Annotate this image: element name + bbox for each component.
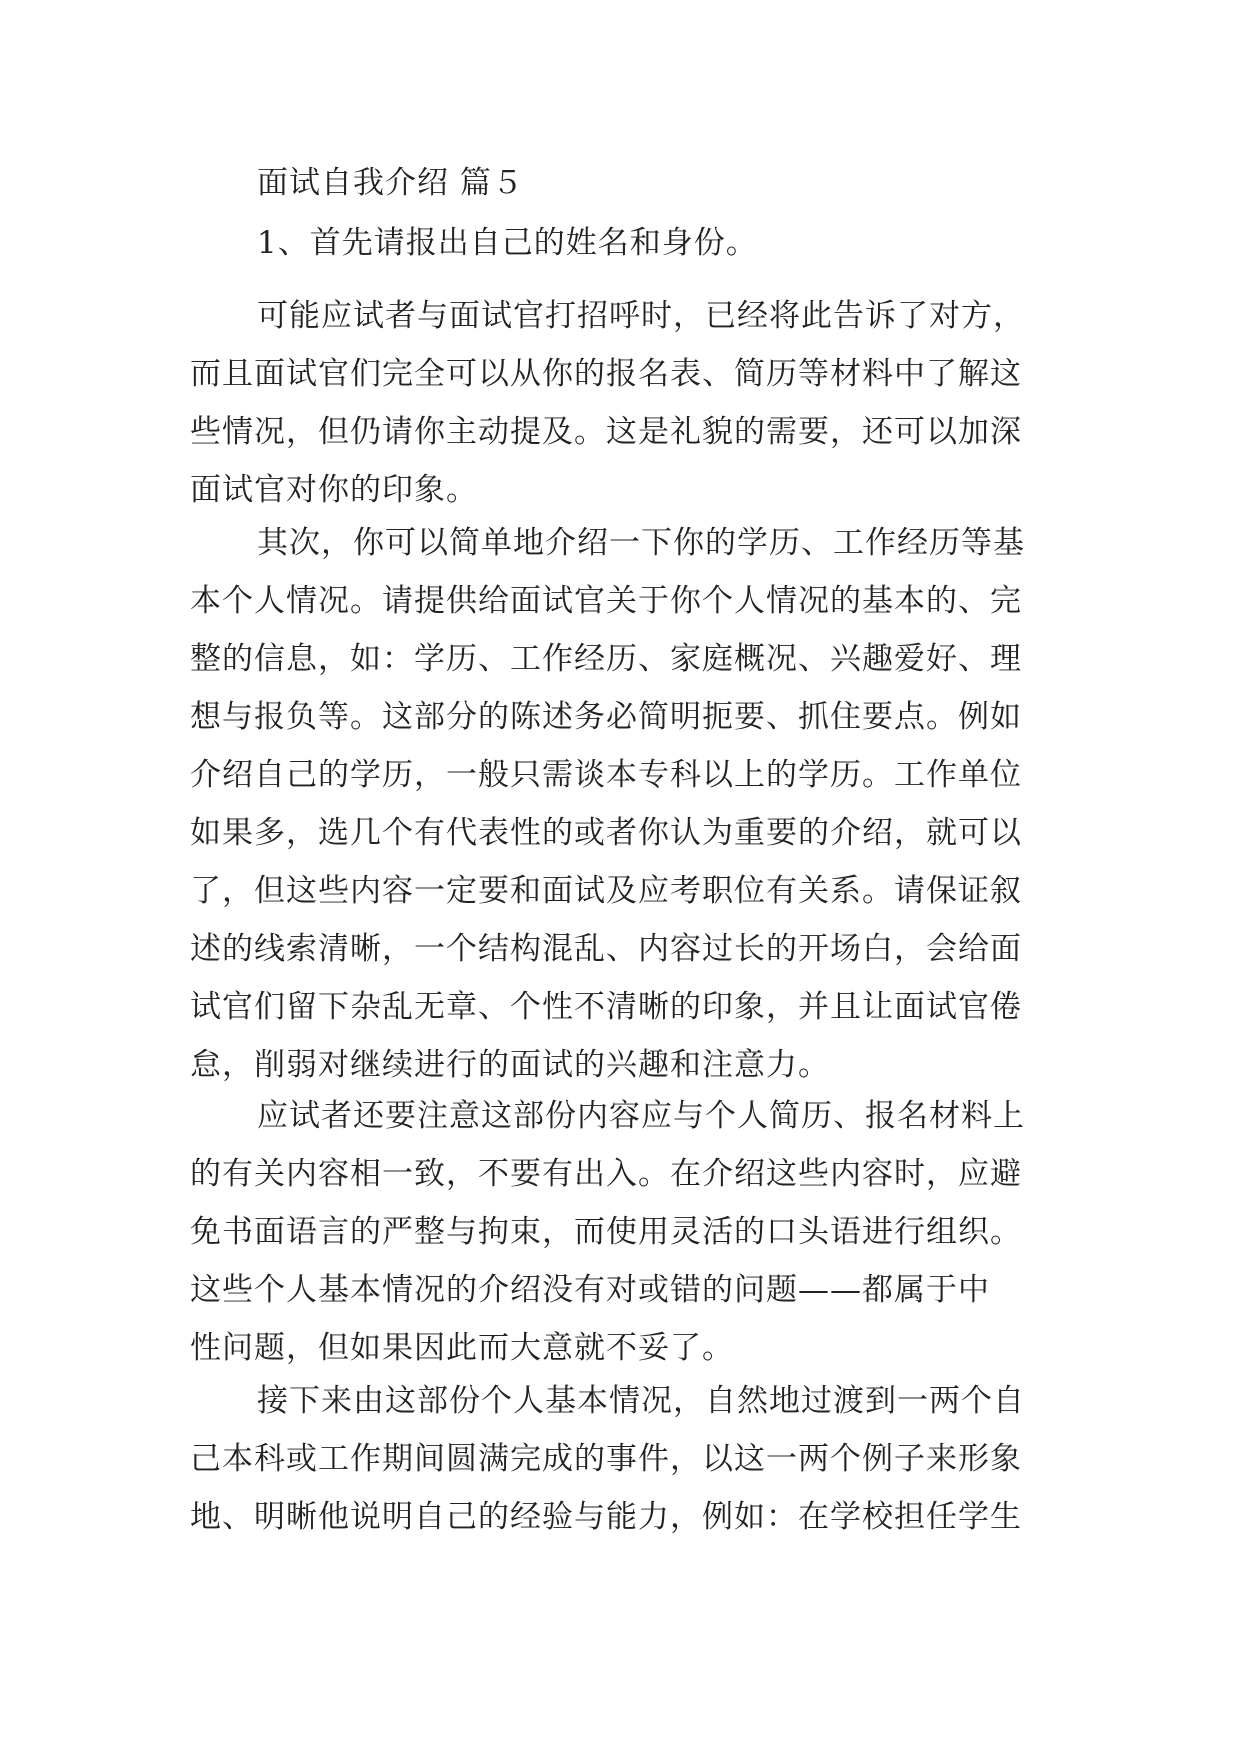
- paragraph-line: 接下来由这部份个人基本情况，自然地过渡到一两个自: [257, 1383, 1025, 1419]
- paragraph-line: 的有关内容相一致，不要有出入。在介绍这些内容时，应避: [190, 1156, 1022, 1192]
- paragraph-3: [190, 1087, 1070, 1377]
- section-heading: 面试自我介绍 篇５: [257, 165, 524, 201]
- paragraph-line: 应试者还要注意这部份内容应与个人简历、报名材料上: [257, 1098, 1025, 1134]
- paragraph-line: 些情况，但仍请你主动提及。这是礼貌的需要，还可以加深: [190, 414, 1022, 450]
- paragraph-line: 介绍自己的学历，一般只需谈本专科以上的学历。工作单位: [190, 757, 1022, 793]
- paragraph-line: 面试官对你的印象。: [190, 472, 478, 508]
- paragraph-line: 其次，你可以简单地介绍一下你的学历、工作经历等基: [257, 525, 1025, 561]
- paragraph-line: 性问题，但如果因此而大意就不妥了。: [190, 1330, 734, 1366]
- paragraph-line: 免书面语言的严整与拘束，而使用灵活的口头语进行组织。: [190, 1214, 1022, 1250]
- paragraph-2: [190, 514, 1070, 1094]
- paragraph-line: 试官们留下杂乱无章、个性不清晰的印象，并且让面试官倦: [190, 989, 1022, 1025]
- paragraph-line: 怠，削弱对继续进行的面试的兴趣和注意力。: [190, 1047, 830, 1083]
- paragraph-line: 想与报负等。这部分的陈述务必简明扼要、抓住要点。例如: [190, 699, 1022, 735]
- paragraph-line: 整的信息，如：学历、工作经历、家庭概况、兴趣爱好、理: [190, 641, 1022, 677]
- paragraph-line: 可能应试者与面试官打招呼时，已经将此告诉了对方，: [257, 298, 1025, 334]
- paragraph-line: 本个人情况。请提供给面试官关于你个人情况的基本的、完: [190, 583, 1022, 619]
- paragraph-line: 述的线索清晰，一个结构混乱、内容过长的开场白，会给面: [190, 931, 1022, 967]
- paragraph-line: 己本科或工作期间圆满完成的事件，以这一两个例子来形象: [190, 1441, 1022, 1477]
- paragraph-line: 地、明晰他说明自己的经验与能力，例如：在学校担任学生: [190, 1499, 1022, 1535]
- paragraph-line: 这些个人基本情况的介绍没有对或错的问题——都属于中: [190, 1272, 990, 1308]
- numbered-item-1: 1、首先请报出自己的姓名和身份。: [257, 225, 758, 261]
- paragraph-line: 而且面试官们完全可以从你的报名表、简历等材料中了解这: [190, 356, 1022, 392]
- paragraph-line: 如果多，选几个有代表性的或者你认为重要的介绍，就可以: [190, 815, 1022, 851]
- paragraph-4: [190, 1372, 1070, 1546]
- paragraph-1: [190, 287, 1070, 519]
- paragraph-line: 了，但这些内容一定要和面试及应考职位有关系。请保证叙: [190, 873, 1022, 909]
